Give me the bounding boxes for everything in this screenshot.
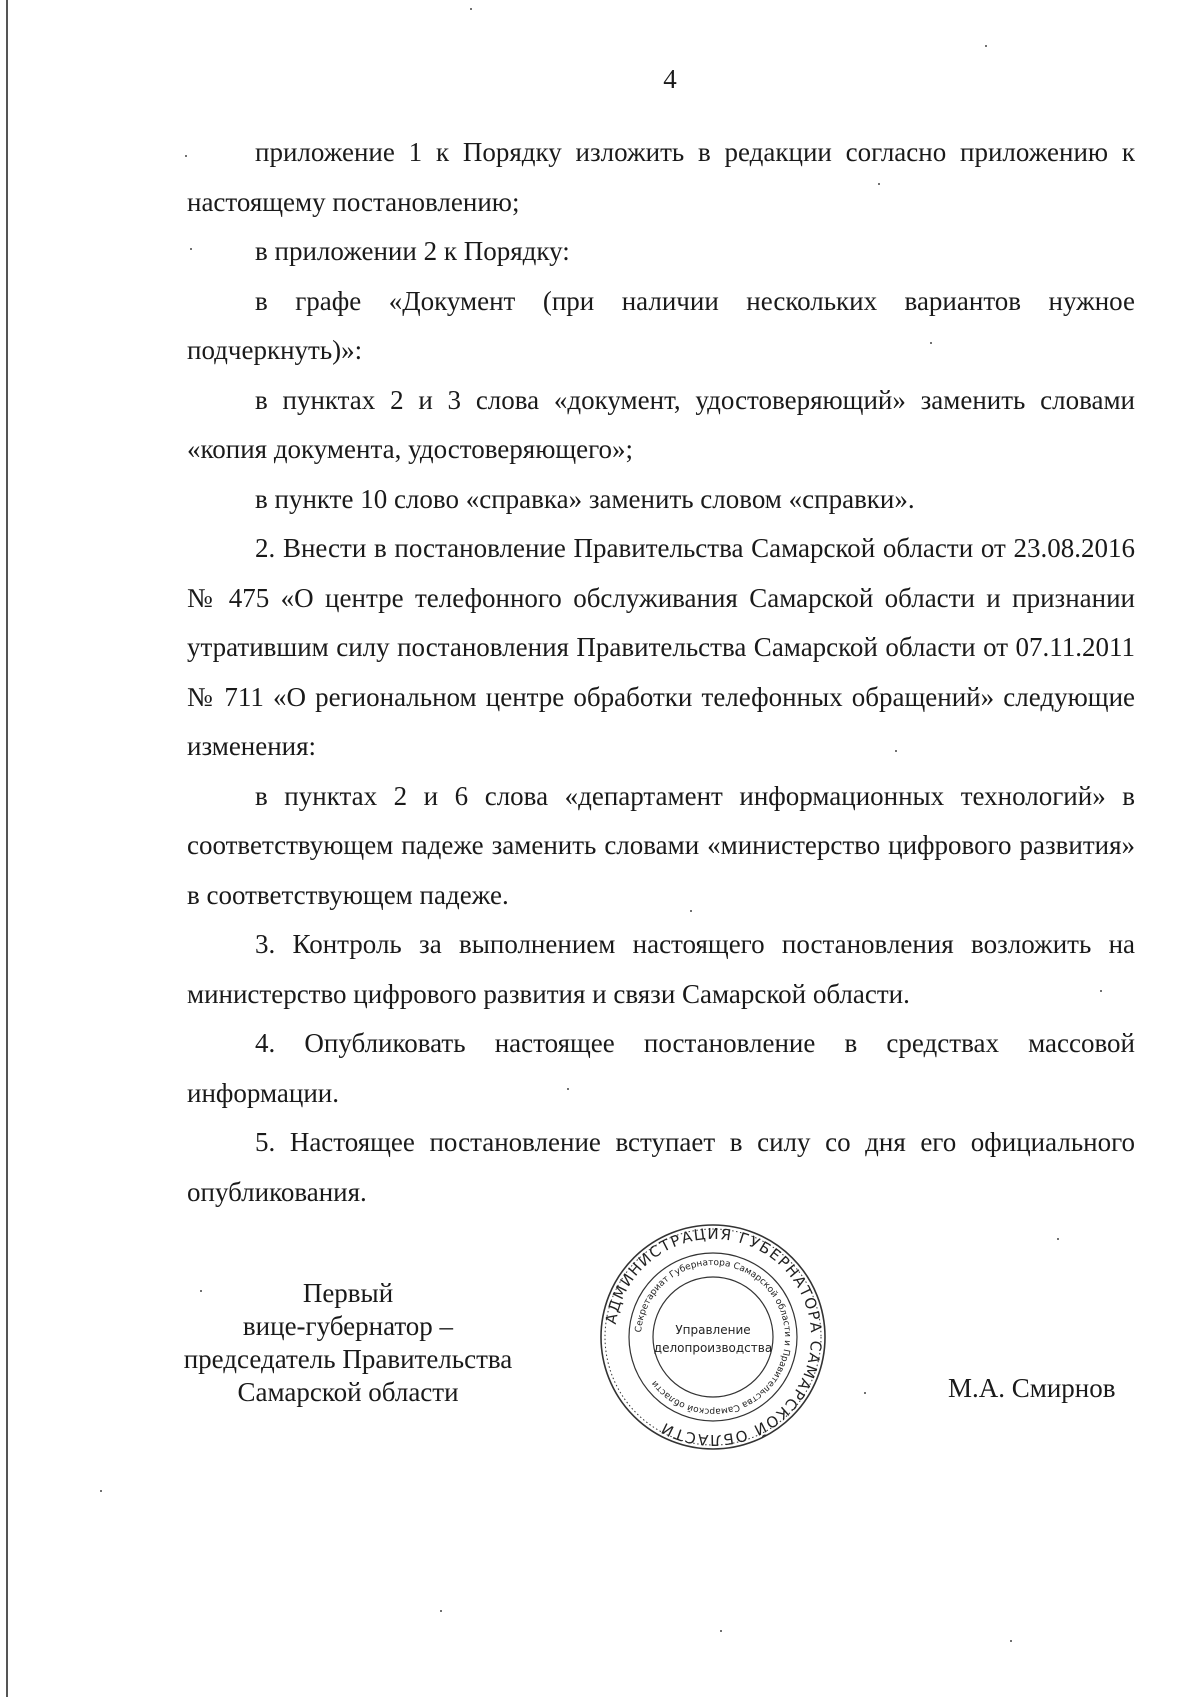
scan-left-edge (6, 0, 8, 1697)
scan-speck (720, 1630, 722, 1632)
official-stamp (598, 1222, 828, 1452)
stamp-inner-text: Секретариат Губернатора Самарской области и Правительства Самарской области (634, 1257, 793, 1417)
paragraph-3: в графе «Документ (при наличии нескольких вариантов нужное подчеркнуть)»: (187, 285, 1135, 365)
paragraph-8: 3. Контроль за выполнением настоящего постановления возложить на министерство цифрового развития и связи Самарской области. (187, 929, 1135, 1009)
paragraph-10: 5. Настоящее постановление вступает в силу со дня его официального опубликования. (187, 1127, 1135, 1207)
stamp-center-line-2: делопроизводства (653, 1341, 773, 1355)
scan-speck (930, 342, 932, 344)
scan-speck (1010, 1640, 1012, 1642)
page-number: 4 (663, 64, 677, 94)
scan-speck (200, 1290, 202, 1292)
stamp-middle-circle (629, 1253, 797, 1421)
scan-speck (440, 1610, 442, 1612)
scan-speck (895, 750, 897, 752)
scan-speck (864, 1392, 866, 1394)
paragraph-6: 2. Внести в постановление Правительства Самарской области от 23.08.2016 № 475 «О центре телефонного обслуживания Самарской области и признании утратившим силу постановления Правительства Самарской области от 07.11.2011 № 711 «О региональном центре обработки телефонных обращений» следующие изменения: (187, 533, 1135, 761)
stamp-inner-circle (653, 1277, 773, 1397)
signature-title-line: вице-губернатор – (242, 1311, 454, 1341)
paragraph-1: приложение 1 к Порядку изложить в редакции согласно приложению к настоящему постановлению; (187, 137, 1135, 217)
paragraph-2: в приложении 2 к Порядку: (255, 236, 570, 266)
paragraph-7: в пунктах 2 и 6 слова «департамент информационных технологий» в соответствующем падеже заменить словами «министерство цифрового развития» в соответствующем падеже. (187, 780, 1135, 910)
signature-title-line: Самарской области (237, 1377, 459, 1407)
paragraph-5: в пункте 10 слово «справка» заменить словом «справки». (255, 483, 915, 514)
scan-speck (690, 910, 692, 912)
signature-title-block (163, 1277, 533, 1409)
scan-speck (985, 45, 987, 47)
scan-speck (1100, 990, 1102, 992)
stamp-center-line-1: Управление (675, 1323, 751, 1337)
stamp-outer-text: АДМИНИСТРАЦИЯ ГУБЕРНАТОРА САМАРСКОЙ ОБЛАСТИ (601, 1224, 826, 1450)
paragraph-4: в пунктах 2 и 3 слова «документ, удостоверяющий» заменить словами «копия документа, удостоверяющего»; (187, 384, 1135, 464)
signature-title-line: Первый (302, 1278, 394, 1308)
scan-speck (878, 183, 880, 185)
scan-speck (470, 8, 472, 10)
signature-title-line: председатель Правительства (183, 1344, 513, 1374)
document-body (187, 128, 1135, 1217)
scan-speck (567, 1088, 569, 1090)
scan-speck (190, 248, 192, 250)
scan-speck (1057, 1238, 1059, 1240)
scan-speck (100, 1490, 102, 1492)
signatory-name: М.А. Смирнов (948, 1373, 1116, 1403)
scan-speck (185, 155, 187, 157)
paragraph-9: 4. Опубликовать настоящее постановление в средствах массовой информации. (187, 1028, 1135, 1108)
